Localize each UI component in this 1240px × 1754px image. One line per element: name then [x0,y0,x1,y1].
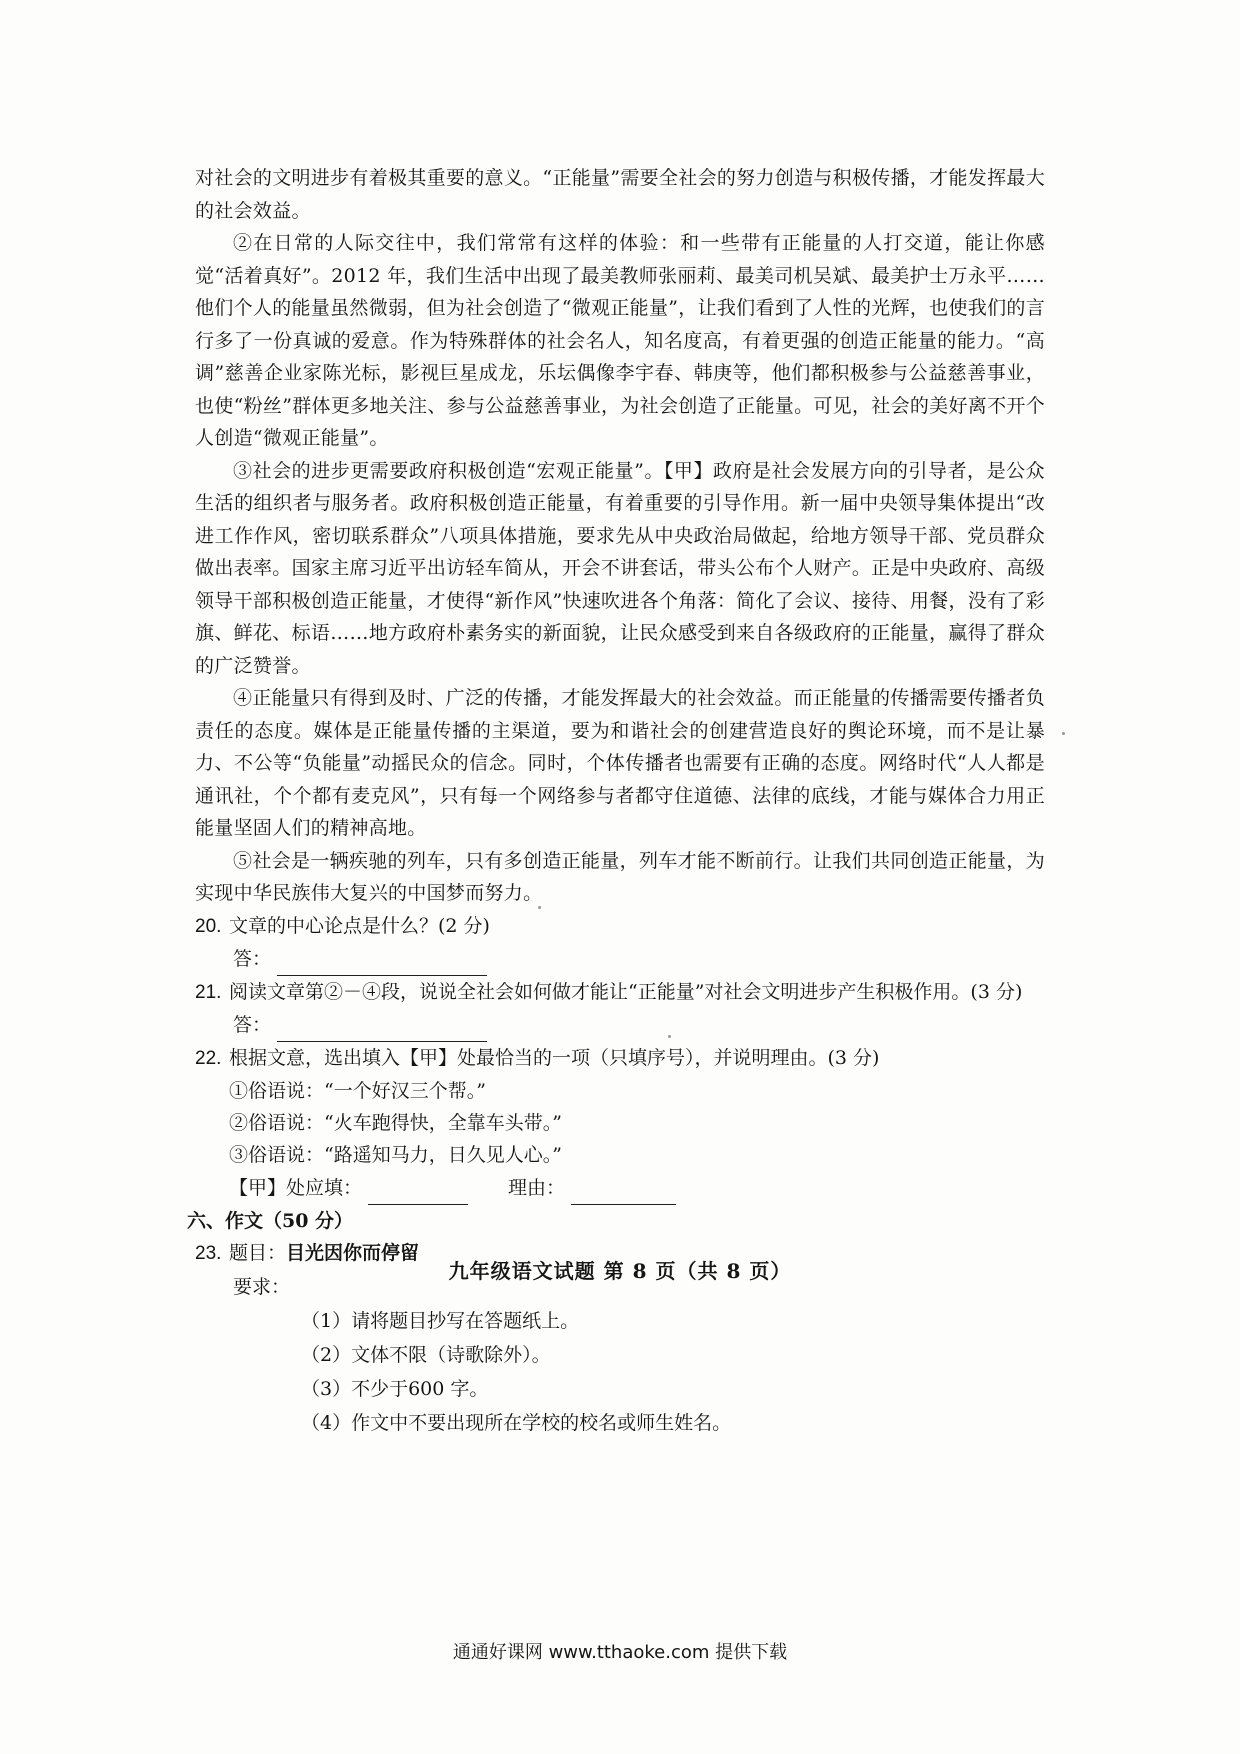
passage-paragraph-4: ④正能量只有得到及时、广泛的传播，才能发挥最大的社会效益。而正能量的传播需要传播者负责任的态度。媒体是正能量传播的主渠道，要为和谐社会的创建营造良好的舆论环境，而不是让暴力、不公等“负能量”动摇民众的信念。同时，个体传播者也需要有正确的态度。网络时代“人人都是通讯社，个个都有麦克风”，只有每一个网络参与者都守住道德、法律的底线，才能与媒体合力用正能量坚固人们的精神高地。 [195,687,1045,839]
requirement-4: （4）作文中不要出现所在学校的校名或师生姓名。 [301,1411,732,1434]
fill-row-22 [229,1171,1045,1205]
question-number: 23. [195,1242,222,1264]
question-text: 文章的中心论点是什么？(2 分) [229,914,490,937]
essay-title-label: 题目： [229,1241,287,1264]
question-22 [195,1042,1045,1075]
scan-speck [1062,732,1065,735]
requirements-heading: 要求： [233,1275,291,1298]
answer-label: 答： [233,1013,272,1036]
question-number: 22. [195,1047,222,1069]
requirement-2: （2）文体不限（诗歌除外）。 [301,1343,551,1366]
question-number: 21. [195,981,222,1003]
passage-paragraph-2: ②在日常的人际交往中，我们常常有这样的体验：和一些带有正能量的人打交道，能让你感觉“活着真好”。2012 年，我们生活中出现了最美教师张丽莉、最美司机吴斌、最美护士万永平……他们个人的能量虽然微弱，但为社会创造了“微观正能量”，让我们看到了人性的光辉，也使我们的言行多了一份真诚的爱意。作为特殊群体的社会名人，知名度高，有着更强的创造正能量的能力。“高调”慈善企业家陈光标，影视巨星成龙，乐坛偶像李宇春、韩庚等，他们都积极参与公益慈善事业，也使“粉丝”群体更多地关注、参与公益慈善事业，为社会创造了正能量。可见，社会的美好离不开个人创造“微观正能量”。 [195,232,1045,449]
requirement-1: （1）请将题目抄写在答题纸上。 [301,1309,580,1332]
requirement-3: （3）不少于600 字。 [301,1377,489,1400]
passage-paragraph-3: ③社会的进步更需要政府积极创造“宏观正能量”。【甲】政府是社会发展方向的引导者，是公众生活的组织者与服务者。政府积极创造正能量，有着重要的引导作用。新一届中央领导集体提出“改进工作作风，密切联系群众”八项具体措施，要求先从中央政治局做起，给地方领导干部、党员群众做出表率。国家主席习近平出访轻车简从，开会不讲套话，带头公布个人财产。正是中央政府、高级领导干部积极创造正能量，才使得“新作风”快速吹进各个角落：简化了会议、接待、用餐，没有了彩旗、鲜花、标语……地方政府朴素务实的新面貌，让民众感受到来自各级政府的正能量，赢得了群众的广泛赞誉。 [195,459,1045,677]
page-content [187,162,1045,1440]
download-watermark: 通通好课网 www.tthaoke.com 提供下载 [452,1642,788,1663]
question-21 [195,976,1045,1009]
answer-line-21 [233,1009,1045,1042]
answer-label: 答： [233,947,272,970]
passage-paragraph-5: ⑤社会是一辆疾驰的列车，只有多创造正能量，列车才能不断前行。让我们共同创造正能量，为实现中华民族伟大复兴的中国梦而努力。 [195,849,1045,904]
option-3: ③俗语说：“路遥知马力，日久见人心。” [229,1143,562,1166]
scan-speck [538,906,541,909]
section-heading-essay: 六、作文（50 分） [187,1209,354,1232]
question-20 [195,910,1045,943]
answer-line-20 [233,943,1045,976]
page-footer: 九年级语文试题 第 8 页（共 8 页） [448,1259,792,1283]
question-number: 20. [195,915,222,937]
option-1: ①俗语说：“一个好汉三个帮。” [229,1079,486,1102]
passage-paragraph-continued: 对社会的文明进步有着极其重要的意义。“正能量”需要全社会的努力创造与积极传播，才能发挥最大的社会效益。 [195,167,1045,222]
answer-blank-21[interactable] [277,1019,487,1042]
answer-blank-20[interactable] [277,953,487,976]
essay-title: 目光因你而停留 [286,1241,420,1264]
option-2: ②俗语说：“火车跑得快，全靠车头带。” [229,1111,562,1134]
reason-blank[interactable] [571,1182,676,1205]
question-text: 根据文意，选出填入【甲】处最恰当的一项（只填序号），并说明理由。(3 分) [229,1046,880,1069]
fill-label: 【甲】处应填： [229,1176,363,1199]
question-text: 阅读文章第②－④段，说说全社会如何做才能让“正能量”对社会文明进步产生积极作用。(3 分) [229,980,1023,1003]
reason-label: 理由： [508,1176,566,1199]
fill-blank[interactable] [368,1182,468,1205]
scan-speck [668,1035,671,1038]
